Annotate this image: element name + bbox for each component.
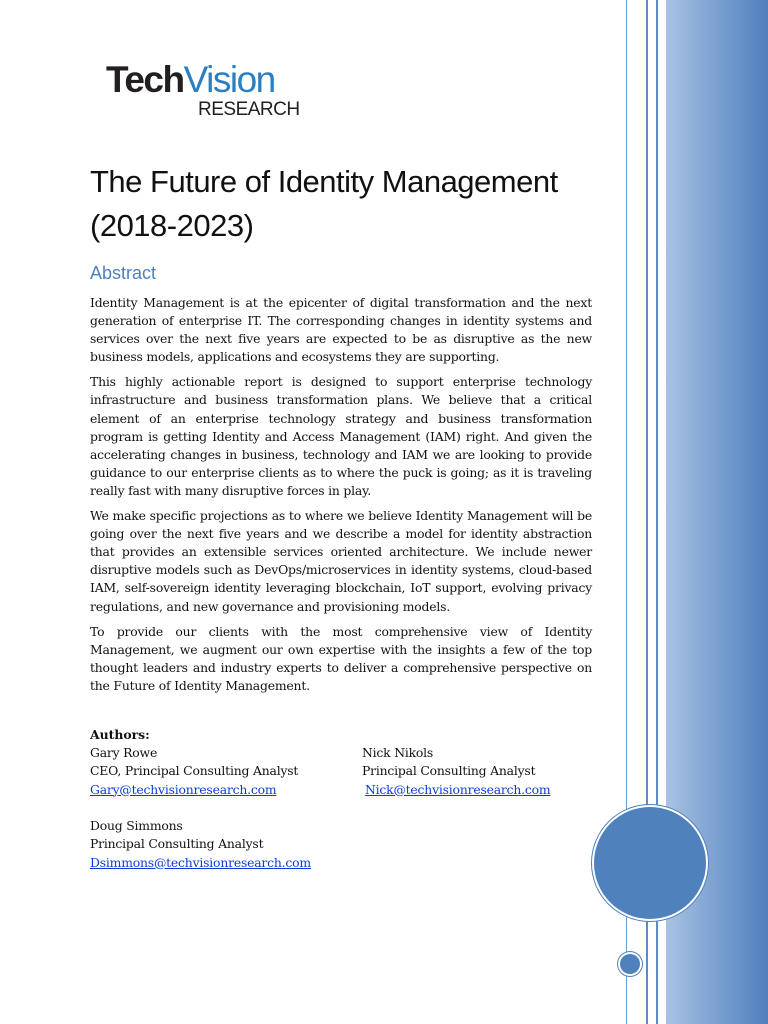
logo-vision: Vision — [183, 59, 275, 100]
decorative-circle-small — [620, 954, 640, 974]
author-title: Principal Consulting Analyst — [90, 836, 264, 852]
author-block — [362, 744, 550, 799]
author-email-link[interactable]: Nick@techvisionresearch.com — [365, 781, 551, 797]
paragraph: To provide our clients with the most comprehensive view of Identity Management, we augment our own expertise with the insights a few of the top thought leaders and industry experts to deliver a comprehensive perspective on the Future of Identity Management. — [90, 623, 592, 693]
paragraph: We make specific projections as to where we believe Identity Management will be going over the next five years and we describe a model for identity abstraction that provides an extensible services oriented architecture. We include newer disruptive models such as DevOps/microservices in identity systems, cloud-based IAM, self-sovereign identity leveraging blockchain, IoT support, evolving privacy regulations, and new governance and provisioning models. — [90, 508, 592, 614]
paragraph: This highly actionable report is designed to support enterprise technology infrastructure and business transformation plans. We believe that a critical element of an enterprise technology strategy and business transformation program is getting Identity and Access Management (IAM) right. And given the accelerating changes in business, technology and IAM we are looking to provide guidance to our enterprise clients as to where the puck is going; as it is traveling really fast with many disruptive forces in play. — [90, 374, 592, 498]
author-title: CEO, Principal Consulting Analyst — [90, 763, 299, 779]
abstract-body — [90, 294, 592, 702]
document-title — [90, 160, 610, 248]
author-name: Nick Nikols — [362, 745, 434, 760]
author-block — [90, 817, 311, 872]
decorative-circle-large — [594, 807, 706, 919]
logo-research: RESEARCH — [198, 99, 300, 120]
author-block — [90, 744, 298, 799]
logo-tech: Tech — [106, 59, 184, 100]
author-email-link[interactable]: Gary@techvisionresearch.com — [90, 781, 277, 797]
title-line-2: (2018-2023) — [90, 208, 254, 243]
logo-wordmark — [106, 60, 326, 100]
paragraph: Identity Management is at the epicenter of digital transformation and the next generation of enterprise IT. The corresponding changes in identity systems and services over the next five years are expected to be as disruptive as the new business models, applications and ecosystems they are supporting. — [90, 295, 592, 365]
techvision-logo — [106, 59, 326, 120]
author-email-link[interactable]: Dsimmons@techvisionresearch.com — [90, 854, 311, 870]
author-name: Doug Simmons — [90, 818, 183, 833]
author-title: Principal Consulting Analyst — [362, 763, 536, 779]
title-line-1: The Future of Identity Management — [90, 164, 558, 199]
author-name: Gary Rowe — [90, 745, 158, 760]
abstract-heading: Abstract — [90, 263, 157, 283]
authors-heading: Authors: — [90, 727, 150, 742]
